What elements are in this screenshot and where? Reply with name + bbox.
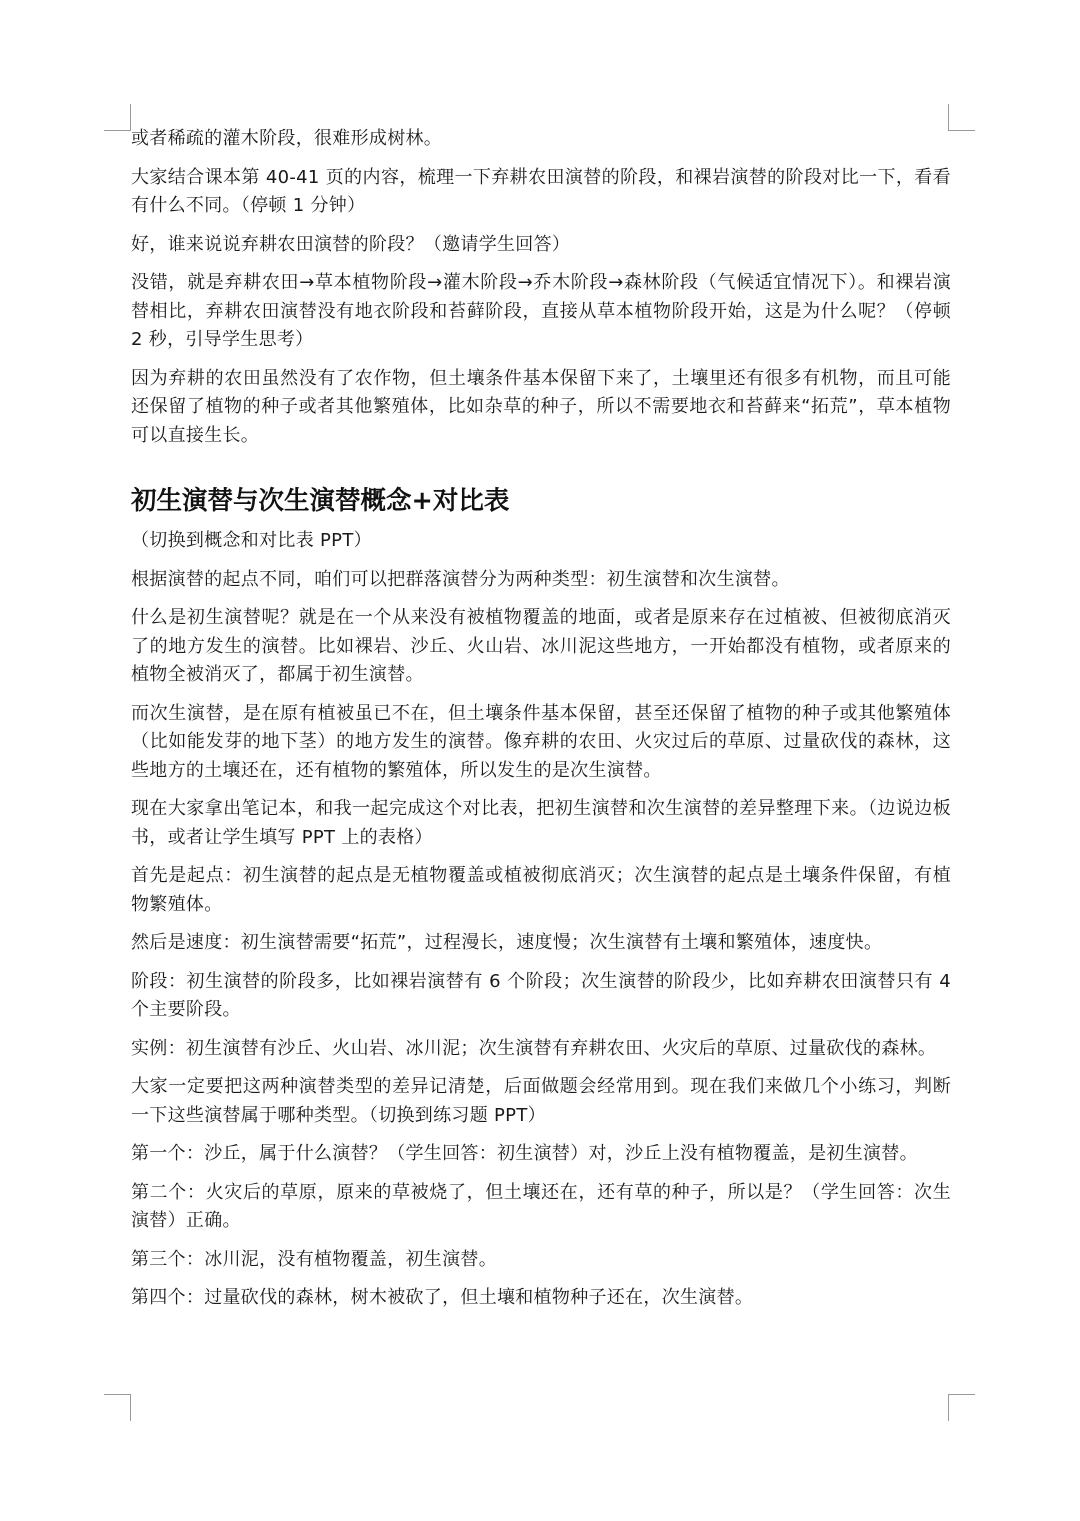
- paragraph: 然后是速度：初生演替需要“拓荒”，过程漫长，速度慢；次生演替有土壤和繁殖体，速度快。: [131, 932, 883, 953]
- page-corner-mark-bottom-right: [948, 1394, 975, 1421]
- section-heading: 初生演替与次生演替概念+对比表: [131, 486, 510, 516]
- page-corner-mark-top-left: [104, 104, 131, 131]
- page-corner-mark-bottom-left: [104, 1394, 131, 1421]
- paragraph: 或者稀疏的灌木阶段，很难形成树林。: [131, 128, 443, 149]
- paragraph: 什么是初生演替呢？就是在一个从来没有被植物覆盖的地面，或者是原来存在过植被、但被彻底消灭了的地方发生的演替。比如裸岩、沙丘、火山岩、冰川泥这些地方，一开始都没有植物，或者原来的植物全被消灭了，都属于初生演替。: [131, 607, 951, 685]
- paragraph: 第三个：冰川泥，没有植物覆盖，初生演替。: [131, 1248, 497, 1270]
- paragraph: 根据演替的起点不同，咱们可以把群落演替分为两种类型：初生演替和次生演替。: [131, 568, 790, 590]
- paragraph: 而次生演替，是在原有植被虽已不在，但土壤条件基本保留，甚至还保留了植物的种子或其他繁殖体（比如能发芽的地下茎）的地方发生的演替。像弃耕的农田、火灾过后的草原、过量砍伐的森林，这些地方的土壤还在，还有植物的繁殖体，所以发生的是次生演替。: [131, 702, 951, 781]
- paragraph: 第四个：过量砍伐的森林，树木被砍了，但土壤和植物种子还在，次生演替。: [131, 1287, 754, 1308]
- paragraph: （切换到概念和对比表 PPT）: [131, 530, 372, 551]
- paragraph: 实例：初生演替有沙丘、火山岩、冰川泥；次生演替有弃耕农田、火灾后的草原、过量砍伐的森林。: [131, 1037, 937, 1059]
- paragraph: 因为弃耕的农田虽然没有了农作物，但土壤条件基本保留下来了，土壤里还有很多有机物，而且可能还保留了植物的种子或者其他繁殖体，比如杂草的种子，所以不需要地衣和苔藓来“拓荒”，草本植物可以直接生长。: [131, 367, 951, 446]
- paragraph: 没错，就是弃耕农田→草本植物阶段→灌木阶段→乔木阶段→森林阶段（气候适宜情况下）。和裸岩演替相比，弃耕农田演替没有地衣阶段和苔藓阶段，直接从草本植物阶段开始，这是为什么呢？（停顿 2 秒，引导学生思考）: [131, 272, 951, 350]
- paragraph: 第二个：火灾后的草原，原来的草被烧了，但土壤还在，还有草的种子，所以是？（学生回答：次生演替）正确。: [131, 1181, 951, 1231]
- page-corner-mark-top-right: [948, 104, 975, 131]
- document-body: [131, 125, 951, 1323]
- paragraph: 第一个：沙丘，属于什么演替？（学生回答：初生演替）对，沙丘上没有植物覆盖，是初生演替。: [131, 1143, 918, 1164]
- paragraph: 阶段：初生演替的阶段多，比如裸岩演替有 6 个阶段；次生演替的阶段少，比如弃耕农田演替只有 4 个主要阶段。: [131, 970, 951, 1020]
- paragraph: 首先是起点：初生演替的起点是无植物覆盖或植被彻底消灭；次生演替的起点是土壤条件保留，有植物繁殖体。: [131, 865, 951, 915]
- paragraph: 大家结合课本第 40-41 页的内容，梳理一下弃耕农田演替的阶段，和裸岩演替的阶段对比一下，看看有什么不同。（停顿 1 分钟）: [131, 166, 951, 216]
- paragraph: 好，谁来说说弃耕农田演替的阶段？（邀请学生回答）: [131, 233, 571, 255]
- paragraph: 大家一定要把这两种演替类型的差异记清楚，后面做题会经常用到。现在我们来做几个小练习，判断一下这些演替属于哪种类型。（切换到练习题 PPT）: [131, 1076, 951, 1126]
- paragraph: 现在大家拿出笔记本，和我一起完成这个对比表，把初生演替和次生演替的差异整理下来。（边说边板书，或者让学生填写 PPT 上的表格）: [131, 798, 951, 848]
